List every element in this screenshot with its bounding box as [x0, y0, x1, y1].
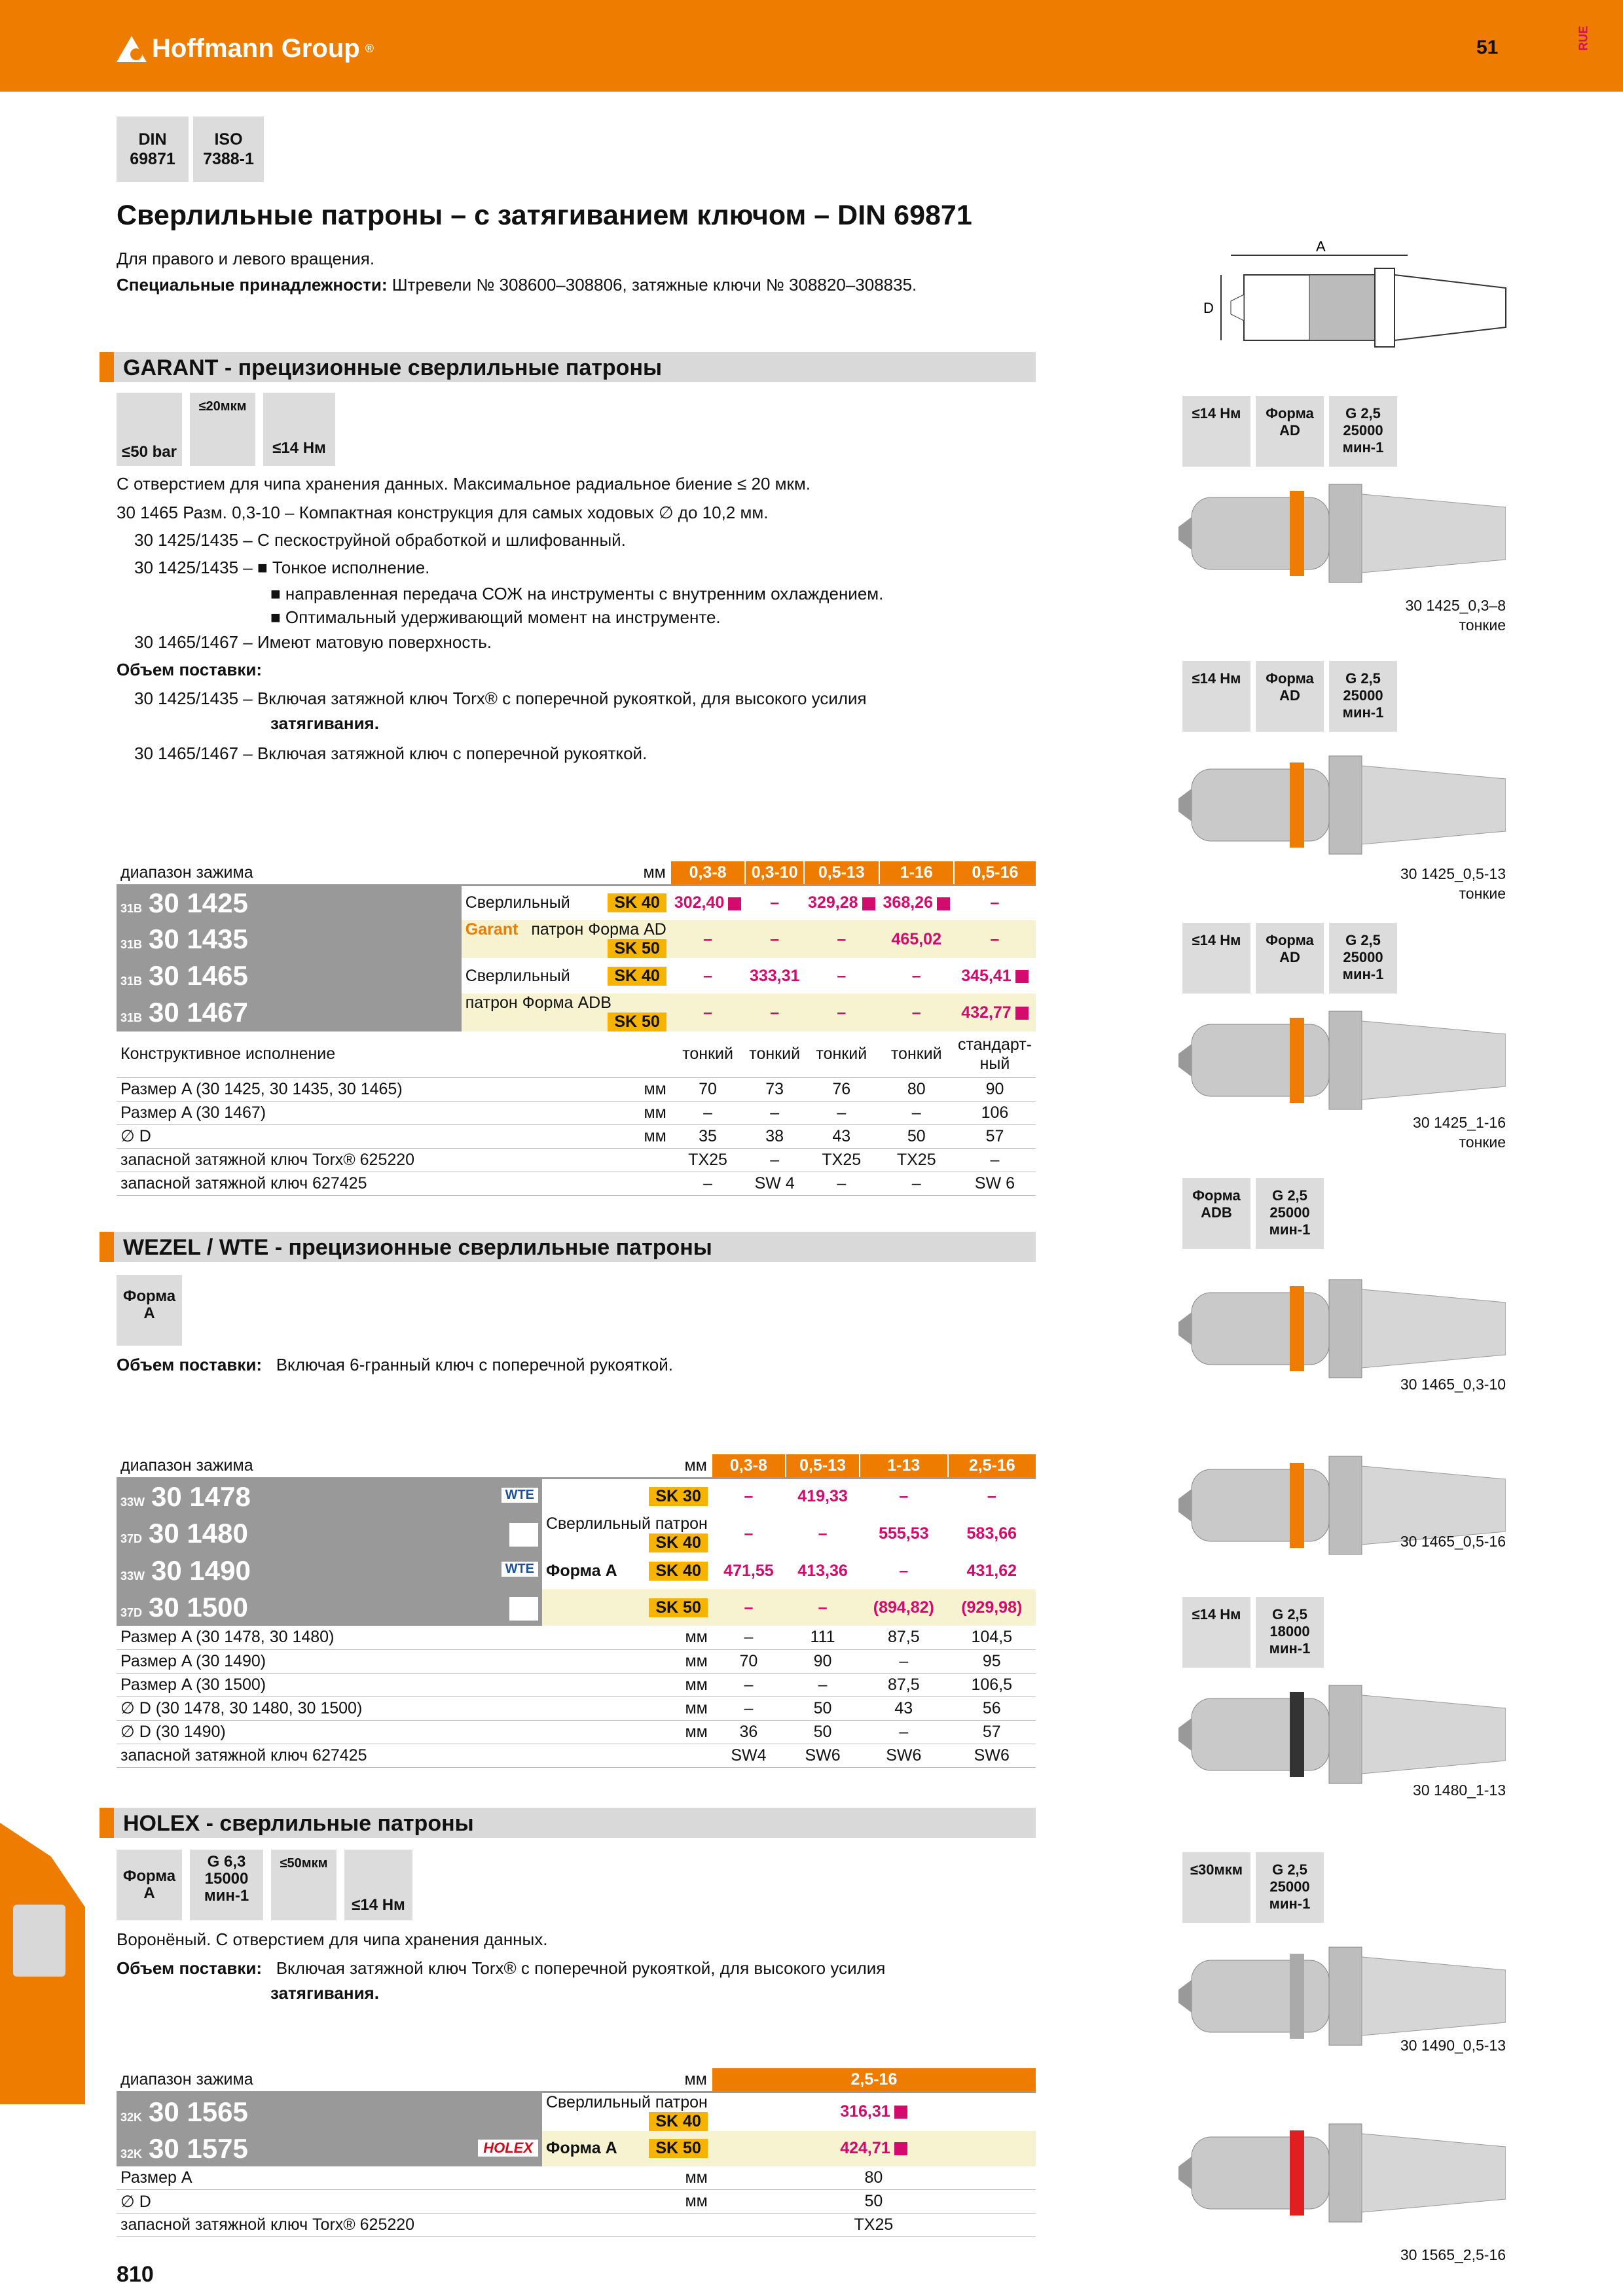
unit	[542, 2214, 712, 2237]
taper-sk: SK 50	[649, 1598, 707, 1617]
cell: 35	[670, 1124, 745, 1148]
cell: стандарт-ный	[954, 1031, 1036, 1077]
dim-label: запасной затяжной ключ Torx® 625220	[117, 2214, 542, 2237]
image-caption	[1296, 864, 1506, 903]
article-number: 30 1467	[149, 997, 248, 1028]
price: –	[837, 966, 847, 985]
price: 333,31	[749, 966, 800, 985]
price: 329,28	[808, 893, 858, 912]
cell: SW 6	[954, 1172, 1036, 1195]
price: 316,31	[840, 2102, 890, 2121]
cell: 70	[712, 1649, 786, 1673]
article-number: 30 1500	[149, 1592, 248, 1623]
taper-sk: SK 40	[608, 893, 666, 912]
cell: –	[670, 1172, 745, 1195]
dimension-drawing	[1192, 236, 1519, 367]
spec-badge: ≤14 Нм	[1182, 1597, 1250, 1668]
cell: 57	[948, 1720, 1036, 1744]
garant-line: С отверстием для чипа хранения данных. Максимальное радиальное биение ≤ 20 мкм.	[117, 474, 811, 493]
garant-line: 30 1425/1435 – ■ Тонкое исполнение.	[134, 558, 430, 577]
spec-badge: G 2,5 25000 мин-1	[1329, 923, 1397, 994]
article-number: 30 1480	[149, 1518, 248, 1549]
table-row: 32K 30 1575 HOLEX Форма A SK 50 424,71	[117, 2131, 1036, 2166]
price: 368,26	[883, 893, 933, 912]
dim-label: запасной затяжной ключ Torx® 625220	[117, 1148, 462, 1172]
cell: –	[745, 1101, 804, 1124]
cell: 70	[670, 1077, 745, 1101]
price: –	[770, 893, 780, 912]
cell: –	[786, 1673, 860, 1696]
cell: тонкий	[879, 1031, 954, 1077]
caption-line: 30 1465_0,5-16	[1400, 1533, 1506, 1550]
cell: 36	[712, 1720, 786, 1744]
cell: 106	[954, 1101, 1036, 1124]
cell: 50	[786, 1720, 860, 1744]
holex-table	[117, 2068, 1036, 2237]
range-col: 2,5-16	[948, 1454, 1036, 1478]
cell: –	[804, 1101, 879, 1124]
runout-icon: ≤50мкм	[271, 1850, 337, 1920]
wte-logo: WTE	[501, 1562, 538, 1577]
garant-line: ■ направленная передача СОЖ на инструменты с внутренним охлаждением.	[270, 584, 884, 603]
taper-sk: SK 30	[649, 1487, 707, 1506]
article-number: 30 1465	[149, 960, 248, 991]
spec-badge: Форма AD	[1256, 661, 1324, 732]
range-col: 0,3-8	[670, 861, 745, 885]
cell: 43	[860, 1696, 947, 1720]
unit: мм	[542, 1696, 712, 1720]
taper-sk: SK 50	[649, 2139, 707, 2158]
wezel-table	[117, 1454, 1036, 1768]
cell: TX25	[712, 2214, 1036, 2237]
dim-label: Размер A (30 1490)	[117, 1649, 542, 1673]
form-a-badge: Форма A	[117, 1850, 182, 1920]
image-caption	[1296, 2036, 1506, 2055]
cell: –	[712, 1673, 786, 1696]
image-caption	[1296, 1374, 1506, 1394]
price: –	[770, 1003, 780, 1022]
price: –	[990, 929, 1000, 948]
drill-chuck-image	[1178, 1440, 1506, 1571]
cell: 50	[879, 1124, 954, 1148]
price: –	[837, 929, 847, 948]
taper-sk: SK 50	[608, 1013, 666, 1031]
dim-label: ∅ D	[117, 1124, 462, 1148]
dim-label: Размер A	[117, 2166, 542, 2190]
table-row: 31B 30 1467 патрон Форма ADB SK 50 – – – – 432,77	[117, 994, 1036, 1031]
cell: –	[712, 1626, 786, 1649]
garant-table	[117, 861, 1036, 1196]
drill-chuck-image	[1178, 740, 1506, 870]
price: 431,62	[966, 1561, 1017, 1580]
coolant-pressure-icon	[117, 393, 182, 466]
standard-badge: ISO 7388-1	[193, 117, 264, 182]
section-title: WEZEL / WTE - прецизионные сверлильные патроны	[123, 1235, 712, 1260]
drill-chuck-image	[1178, 2108, 1506, 2238]
price: –	[744, 1524, 754, 1543]
dim-label: запасной затяжной ключ 627425	[117, 1744, 542, 1767]
chuck-thumb-icon	[13, 1905, 65, 1977]
dim-label: запасной затяжной ключ 627425	[117, 1172, 462, 1195]
icon-label: ≤20мкм	[198, 399, 247, 414]
supply-text: Включая 6-гранный ключ с поперечной рукояткой.	[276, 1355, 673, 1374]
dim-a-label: A	[1316, 238, 1326, 255]
cell: TX25	[804, 1148, 879, 1172]
cell: 87,5	[860, 1626, 947, 1649]
supply-text: Включая затяжной ключ Torx® с поперечной рукояткой, для высокого усилия	[276, 1958, 886, 1978]
spec-badge: ≤14 Нм	[1182, 661, 1250, 732]
garant-logo: Garant	[465, 920, 519, 939]
supply-label: Объем поставки:	[117, 1958, 263, 1978]
balance-badge: G 6,3 15000 мин-1	[190, 1850, 263, 1920]
dim-label: Размер A (30 1500)	[117, 1673, 542, 1696]
garant-line: 30 1465/1467 – Имеют матовую поверхность.	[134, 632, 492, 652]
unit: мм	[542, 1649, 712, 1673]
cell: 50	[712, 2190, 1036, 2214]
image-caption	[1296, 2245, 1506, 2265]
price: 419,33	[797, 1487, 848, 1506]
cell: TX25	[879, 1148, 954, 1172]
price: –	[703, 1003, 713, 1022]
caption-line: 30 1425_0,3–8	[1405, 597, 1506, 614]
article-number: 30 1435	[149, 924, 248, 954]
wezel-supply	[117, 1354, 673, 1376]
cell: 73	[745, 1077, 804, 1101]
caption-line: 30 1465_0,3-10	[1400, 1376, 1506, 1393]
garant-line: затягивания.	[270, 713, 379, 733]
dim-label: Размер A (30 1425, 30 1435, 30 1465)	[117, 1077, 462, 1101]
price: 413,36	[797, 1561, 848, 1580]
wte-logo: WTE	[501, 1488, 538, 1503]
dim-d-label: D	[1203, 300, 1214, 316]
image-caption	[1296, 1532, 1506, 1551]
holex-line: Воронёный. С отверстием для чипа хранения данных.	[117, 1929, 548, 1949]
caption-line: тонкие	[1459, 617, 1506, 634]
price: –	[911, 1003, 921, 1022]
caption-line: 30 1490_0,5-13	[1400, 2037, 1506, 2054]
table-row: 31B 30 1435 Garant патрон Форма AD SK 50 – – – 465,02 –	[117, 920, 1036, 958]
cell: тонкий	[804, 1031, 879, 1077]
torque-icon: ≤14 Нм	[344, 1850, 412, 1920]
cell: 95	[948, 1649, 1036, 1673]
cell: –	[954, 1148, 1036, 1172]
cell: SW6	[860, 1744, 947, 1767]
unit: мм	[542, 1673, 712, 1696]
cell: SW 4	[745, 1172, 804, 1195]
cell: 57	[954, 1124, 1036, 1148]
article-number: 30 1490	[151, 1555, 251, 1586]
price: –	[744, 1487, 754, 1506]
range-col: 0,5-13	[804, 861, 879, 885]
table-row: 37D 30 1480 Сверлильный патрон SK 40 – – 555,53 583,66	[117, 1515, 1036, 1552]
unit: мм	[542, 1626, 712, 1649]
garant-line: 30 1465/1467 – Включая затяжной ключ с поперечной рукояткой.	[134, 744, 647, 763]
accessories-label: Специальные принадлежности:	[117, 275, 388, 295]
article-number: 30 1565	[149, 2096, 248, 2127]
stock-marker	[1015, 1007, 1029, 1020]
cell: TX25	[670, 1148, 745, 1172]
brand-mark: ®	[365, 42, 374, 55]
cell: 106,5	[948, 1673, 1036, 1696]
cell: –	[879, 1172, 954, 1195]
section-wezel-header	[100, 1232, 1036, 1262]
spec-badge: Форма AD	[1256, 923, 1324, 994]
price: 302,40	[674, 893, 725, 912]
unit: мм	[542, 1720, 712, 1744]
cell: –	[860, 1720, 947, 1744]
spec-badge: G 2,5 25000 мин-1	[1256, 1178, 1324, 1249]
torque-icon	[263, 393, 335, 466]
standard-badge: DIN 69871	[117, 117, 189, 182]
cell: 80	[879, 1077, 954, 1101]
price: (894,82)	[873, 1598, 934, 1617]
form-a-badge: Форма A	[117, 1275, 182, 1346]
cell: –	[879, 1101, 954, 1124]
cell: 90	[786, 1649, 860, 1673]
drill-chuck-image	[1178, 995, 1506, 1126]
garant-line: ■ Оптимальный удерживающий момент на инструменте.	[270, 607, 721, 627]
spec-badge: ≤30мкм	[1182, 1852, 1250, 1923]
range-col: 0,5-13	[786, 1454, 860, 1478]
section-title: HOLEX - сверлильные патроны	[123, 1811, 474, 1836]
design-label: Конструктивное исполнение	[117, 1031, 670, 1077]
price: –	[899, 1561, 909, 1580]
section-title: GARANT - прецизионные сверлильные патроны	[123, 355, 663, 380]
price: –	[818, 1524, 828, 1543]
garant-line: 30 1425/1435 – Включая затяжной ключ Torx® с поперечной рукояткой, для высокого усилия	[134, 689, 867, 708]
cell: 56	[948, 1696, 1036, 1720]
spec-badge: G 2,5 25000 мин-1	[1329, 396, 1397, 467]
accessories-text: Штревели № 308600–308806, затяжные ключи № 308820–308835.	[387, 275, 917, 295]
price: (929,98)	[961, 1598, 1023, 1617]
garant-supply-label: Объем поставки:	[117, 660, 263, 679]
range-label: диапазон зажима	[117, 1454, 542, 1478]
range-col: 0,3-8	[712, 1454, 786, 1478]
drill-chuck-image	[1178, 468, 1506, 599]
holex-logo: HOLEX	[478, 2140, 538, 2157]
caption-line: 30 1480_1-13	[1413, 1782, 1506, 1799]
taper-sk: SK 40	[649, 1534, 707, 1552]
cell: –	[712, 1696, 786, 1720]
section-garant-header	[100, 352, 1036, 382]
cell: 90	[954, 1077, 1036, 1101]
runout-icon	[190, 393, 255, 466]
price: –	[911, 966, 921, 985]
price: –	[837, 1003, 847, 1022]
dim-label: ∅ D	[117, 2190, 542, 2214]
price: 424,71	[840, 2139, 890, 2157]
article-number: 30 1478	[151, 1480, 251, 1512]
section-holex-header	[100, 1808, 1036, 1838]
brand-logo	[117, 34, 374, 63]
cell: 76	[804, 1077, 879, 1101]
page-title: Сверлильные патроны – с затягиванием ключом – DIN 69871	[117, 200, 972, 231]
unit: мм	[462, 1124, 670, 1148]
unit	[542, 1744, 712, 1767]
price: –	[987, 1487, 996, 1506]
unit: мм	[542, 2190, 712, 2214]
icon-label: ≤50 bar	[122, 443, 177, 461]
spec-badge: Форма ADB	[1182, 1178, 1250, 1249]
unit: мм	[462, 1101, 670, 1124]
cell: 104,5	[948, 1626, 1036, 1649]
spec-badge: ≤14 Нм	[1182, 923, 1250, 994]
cell: –	[860, 1649, 947, 1673]
cell: SW6	[786, 1744, 860, 1767]
price: 471,55	[723, 1561, 774, 1580]
stock-marker	[894, 2142, 907, 2155]
unit: мм	[462, 861, 670, 885]
cell: –	[745, 1148, 804, 1172]
cell: 38	[745, 1124, 804, 1148]
cell: 43	[804, 1124, 879, 1148]
price: 465,02	[891, 929, 941, 948]
caption-line: 30 1425_1-16	[1413, 1114, 1506, 1131]
table-row: 33W 30 1478 WTE SK 30 – 419,33 – –	[117, 1478, 1036, 1515]
cell: 80	[712, 2166, 1036, 2190]
unit: мм	[462, 1077, 670, 1101]
range-col: 2,5-16	[712, 2068, 1036, 2092]
footer-page: 810	[117, 2262, 154, 2287]
wezel-logo-icon	[509, 1523, 538, 1547]
price: –	[770, 929, 780, 948]
brand-name: Hoffmann Group	[152, 34, 360, 63]
image-caption	[1296, 1113, 1506, 1152]
unit: мм	[542, 2166, 712, 2190]
cell: тонкий	[670, 1031, 745, 1077]
spec-badge: ≤14 Нм	[1182, 396, 1250, 467]
cell: 87,5	[860, 1673, 947, 1696]
unit	[462, 1172, 670, 1195]
cell: 111	[786, 1626, 860, 1649]
garant-line: 30 1465 Разм. 0,3-10 – Компактная конструкция для самых ходовых ∅ до 10,2 мм.	[117, 503, 769, 522]
taper-sk: SK 50	[608, 939, 666, 958]
range-col: 1-16	[879, 861, 954, 885]
cell: –	[804, 1172, 879, 1195]
unit: мм	[542, 2068, 712, 2092]
intro-line: Для правого и левого вращения.	[117, 249, 375, 268]
dim-label: ∅ D (30 1478, 30 1480, 30 1500)	[117, 1696, 542, 1720]
image-caption	[1296, 596, 1506, 635]
dim-label: ∅ D (30 1490)	[117, 1720, 542, 1744]
unit: мм	[542, 1454, 712, 1478]
range-label: диапазон зажима	[117, 861, 462, 885]
price: 583,66	[966, 1524, 1017, 1543]
holex-supply-cont: затягивания.	[270, 1983, 379, 2003]
spec-badge: G 2,5 18000 мин-1	[1256, 1597, 1324, 1668]
table-row: 31B 30 1425 Сверлильный SK 40 302,40 – 329,28 368,26 –	[117, 885, 1036, 920]
stock-marker	[1015, 970, 1029, 983]
caption-line: тонкие	[1459, 885, 1506, 902]
caption-line: тонкие	[1459, 1134, 1506, 1151]
taper-sk: SK 40	[649, 1562, 707, 1581]
table-row: 37D 30 1500 SK 50 – – (894,82) (929,98)	[117, 1589, 1036, 1626]
price: –	[744, 1598, 754, 1617]
icon-label: ≤14 Нм	[272, 439, 326, 457]
wezel-logo-icon	[509, 1597, 538, 1621]
stock-marker	[894, 2106, 907, 2119]
table-row: 32K 30 1565 Сверлильный патрон SK 40 316,31	[117, 2092, 1036, 2131]
language-code: RUE	[1577, 26, 1590, 51]
price: –	[703, 929, 713, 948]
article-number: 30 1425	[149, 887, 248, 918]
supply-label: Объем поставки:	[117, 1355, 263, 1374]
price: –	[990, 893, 1000, 912]
unit	[462, 1148, 670, 1172]
taper-sk: SK 40	[649, 2112, 707, 2131]
spec-badge: G 2,5 25000 мин-1	[1256, 1852, 1324, 1923]
range-col: 1-13	[860, 1454, 947, 1478]
price: 555,53	[879, 1524, 929, 1543]
range-col: 0,3-10	[745, 861, 804, 885]
spec-badge: G 2,5 25000 мин-1	[1329, 661, 1397, 732]
cell: SW6	[948, 1744, 1036, 1767]
taper-sk: SK 40	[608, 967, 666, 986]
caption-line: 30 1565_2,5-16	[1400, 2246, 1506, 2263]
table-row: 31B 30 1465 Сверлильный SK 40 – 333,31 – – 345,41	[117, 958, 1036, 994]
price: –	[818, 1598, 828, 1617]
holex-supply	[117, 1957, 885, 1979]
cell: SW4	[712, 1744, 786, 1767]
range-label: диапазон зажима	[117, 2068, 542, 2092]
cell: 50	[786, 1696, 860, 1720]
dim-label: Размер A (30 1478, 30 1480)	[117, 1626, 542, 1649]
dim-label: Размер A (30 1467)	[117, 1101, 462, 1124]
hoffmann-logo-icon	[117, 36, 147, 62]
table-row: 33W 30 1490 WTE Форма A SK 40 471,55 413,36 – 431,62	[117, 1552, 1036, 1589]
price: –	[899, 1487, 909, 1506]
stock-marker	[728, 897, 741, 910]
stock-marker	[862, 897, 875, 910]
price: 432,77	[961, 1003, 1012, 1022]
page-number: 51	[1476, 37, 1499, 58]
cell: тонкий	[745, 1031, 804, 1077]
stock-marker	[937, 897, 950, 910]
accessories-line	[117, 274, 917, 296]
price: –	[703, 966, 713, 985]
article-number: 30 1575	[149, 2132, 248, 2164]
price: 345,41	[961, 966, 1012, 985]
caption-line: 30 1425_0,5-13	[1400, 865, 1506, 882]
garant-line: 30 1425/1435 – С пескоструйной обработкой и шлифованный.	[134, 530, 626, 550]
cell: –	[670, 1101, 745, 1124]
range-col: 0,5-16	[954, 861, 1036, 885]
image-caption	[1296, 1780, 1506, 1800]
spec-badge: Форма AD	[1256, 396, 1324, 467]
